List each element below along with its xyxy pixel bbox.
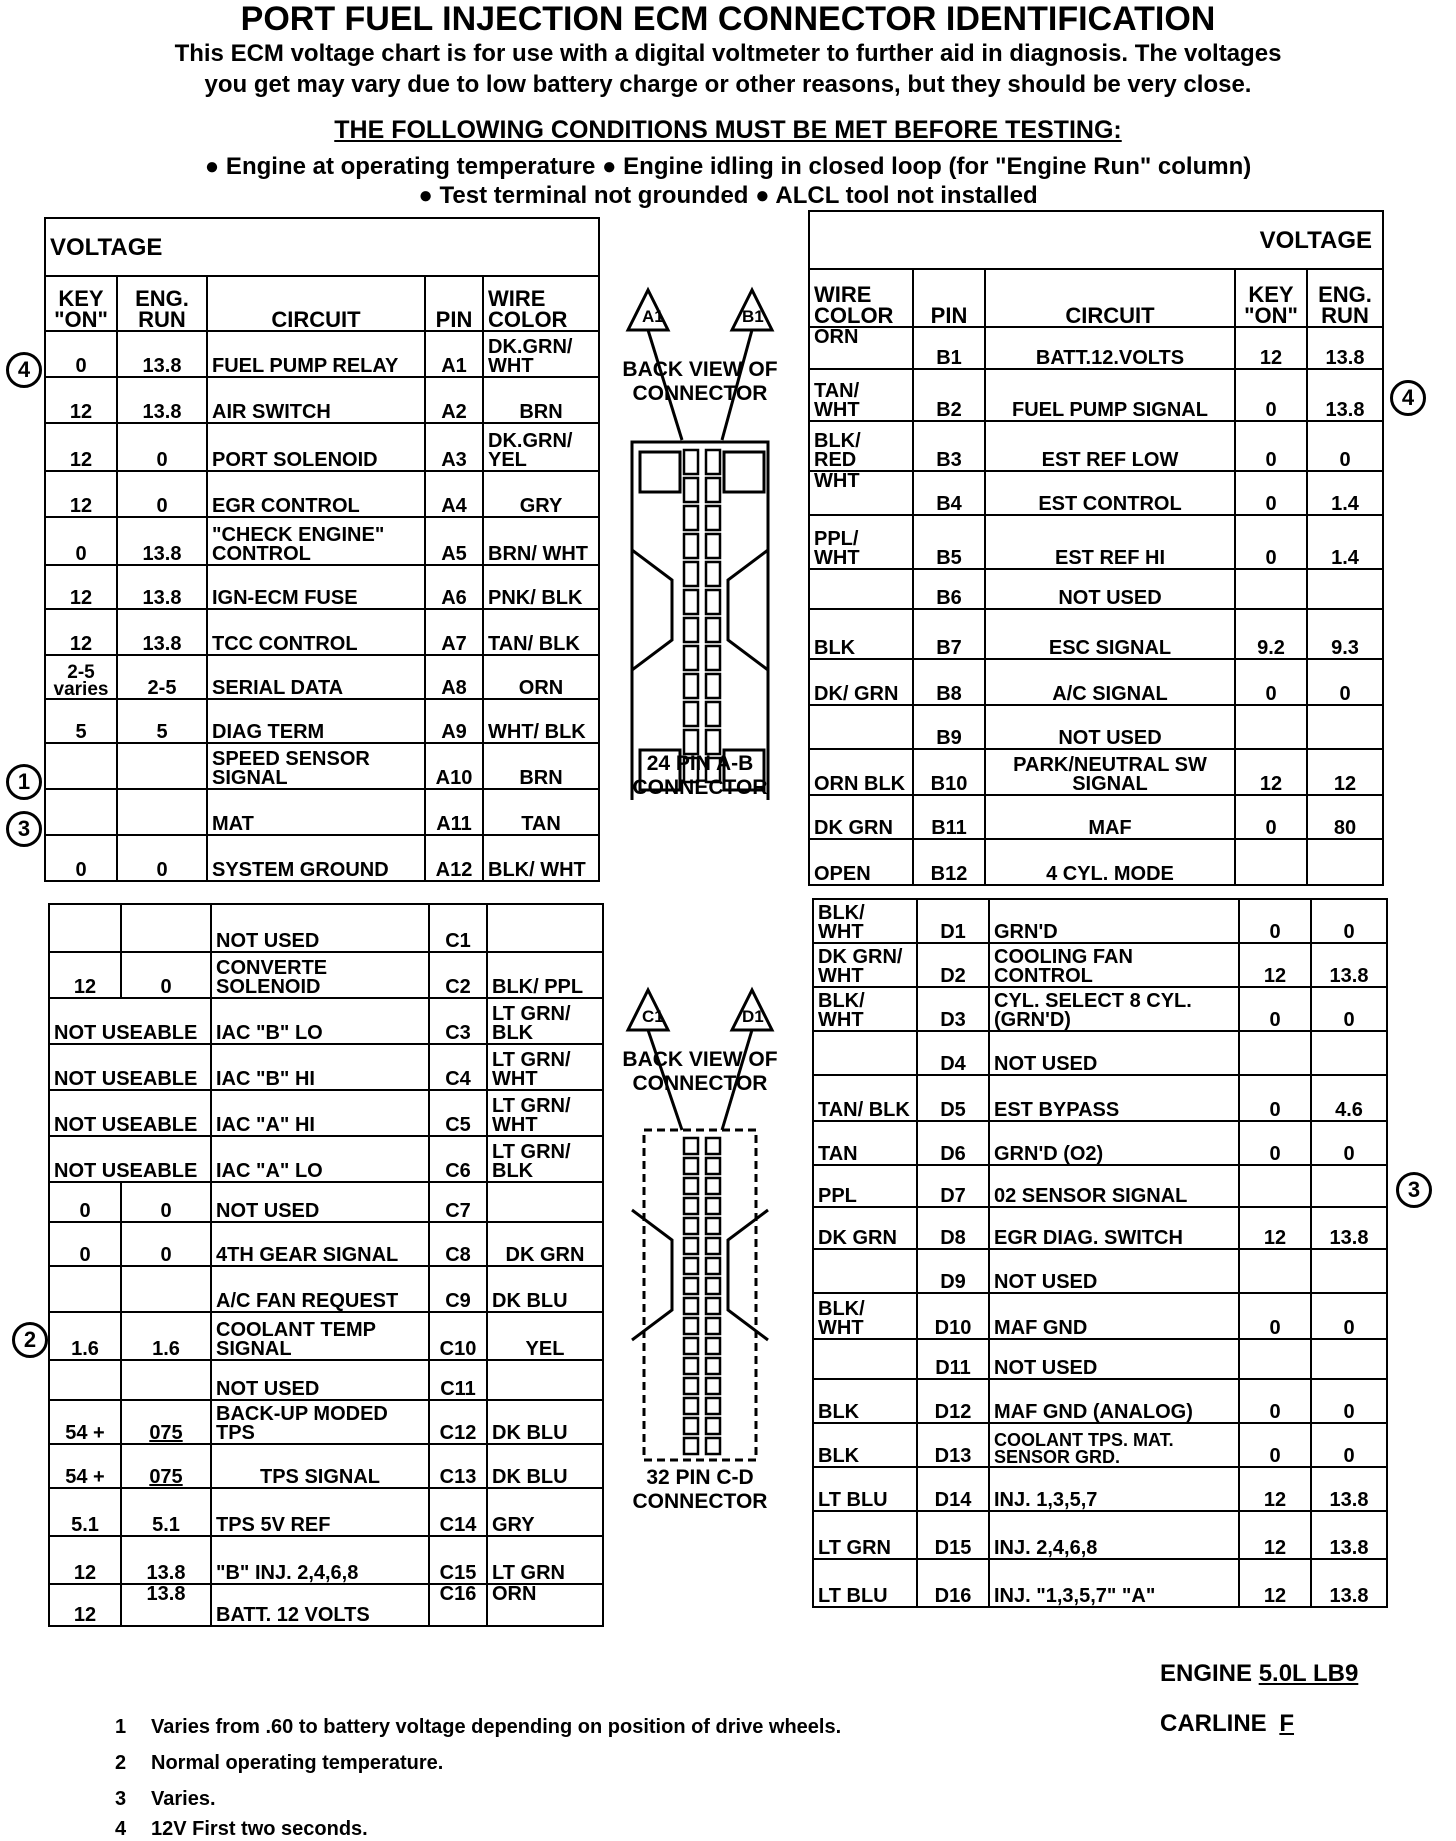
table-row: BLK/ RED B3 EST REF LOW 0 0	[809, 421, 1383, 471]
connector-ab-caption: 24 PIN A-B CONNECTOR	[632, 752, 768, 799]
connector-pin-cavity	[706, 1298, 720, 1314]
table-row: 54 + 075 BACK-UP MODED TPS C12 DK BLU	[49, 1400, 603, 1444]
table-row: 12 0 PORT SOLENOID A3 DK.GRN/ YEL	[45, 423, 599, 471]
connector-ab-backview-label: BACK VIEW OF CONNECTOR	[622, 358, 778, 405]
table-row: LT GRN D15 INJ. 2,4,6,8 12 13.8	[813, 1511, 1387, 1559]
connector-pin-cavity	[706, 534, 720, 558]
table-row: A/C FAN REQUEST C9 DK BLU	[49, 1266, 603, 1312]
table-row: B9 NOT USED	[809, 705, 1383, 749]
note-marker-2-c10: 2	[12, 1322, 48, 1358]
table-row: B6 NOT USED	[809, 569, 1383, 609]
connector-pin-cavity	[706, 1218, 720, 1234]
connector-pin-cavity	[684, 1138, 698, 1154]
table-row: D11 NOT USED	[813, 1339, 1387, 1379]
pin-b1-label: B1	[742, 307, 764, 326]
connector-pin-cavity	[684, 618, 698, 642]
table-row: LT BLU D14 INJ. 1,3,5,7 12 13.8	[813, 1467, 1387, 1511]
note-marker-4-b2: 4	[1390, 380, 1426, 416]
connector-pin-cavity	[706, 1178, 720, 1194]
connector-pin-cavity	[684, 674, 698, 698]
connector-pin-cavity	[706, 562, 720, 586]
table-row: NOT USED C1	[49, 904, 603, 952]
table-d-pins	[812, 898, 1388, 1608]
table-row: 5.1 5.1 TPS 5V REF C14 GRY	[49, 1488, 603, 1536]
connector-pin-cavity	[684, 1398, 698, 1414]
carline-value: F	[1279, 1710, 1295, 1737]
table-a-body	[45, 331, 599, 881]
carline-info	[1160, 1710, 1300, 1738]
connector-pin-cavity	[706, 730, 720, 754]
table-row: D4 NOT USED	[813, 1031, 1387, 1075]
voltage-heading: VOLTAGE	[809, 211, 1383, 269]
table-row: 12 13.8 BATT. 12 VOLTS C16 ORN	[49, 1584, 603, 1626]
table-row: 12 13.8 AIR SWITCH A2 BRN	[45, 377, 599, 423]
table-row: NOT USED C11	[49, 1360, 603, 1400]
connector-pin-cavity	[684, 1318, 698, 1334]
col-key-on: KEY "ON"	[45, 276, 117, 331]
connector-pin-cavity	[706, 1318, 720, 1334]
connector-pin-cavity	[706, 1378, 720, 1394]
table-row: ORN BLK B10 PARK/NEUTRAL SW SIGNAL 12 12	[809, 749, 1383, 795]
table-row: WHT B4 EST CONTROL 0 1.4	[809, 471, 1383, 515]
connector-pin-cavity	[706, 1418, 720, 1434]
table-row: NOT USEABLE IAC "A" HI C5 LT GRN/ WHT	[49, 1090, 603, 1136]
engine-info	[1160, 1660, 1358, 1688]
pin-c1-label: C1	[642, 1007, 664, 1026]
table-row: OPEN B12 4 CYL. MODE	[809, 839, 1383, 885]
table-row: MAT A11 TAN	[45, 789, 599, 835]
table-row: 0 13.8 FUEL PUMP RELAY A1 DK.GRN/ WHT	[45, 331, 599, 377]
pin-d1-label: D1	[742, 1007, 764, 1026]
col-pin: PIN	[913, 269, 985, 327]
connector-pin-cavity	[684, 1338, 698, 1354]
table-d-body	[813, 899, 1387, 1607]
table-row: DK GRN/ WHT D2 COOLING FAN CONTROL 12 13.8	[813, 943, 1387, 987]
connector-pin-cavity	[684, 1218, 698, 1234]
connector-pin-cavity	[684, 1158, 698, 1174]
connector-pin-cavity	[706, 1358, 720, 1374]
connector-pin-cavity	[684, 1358, 698, 1374]
col-eng-run: ENG. RUN	[117, 276, 207, 331]
conditions-line-2: ● Test terminal not grounded ● ALCL tool not installed	[418, 182, 1038, 209]
connector-pin-cavity	[684, 1178, 698, 1194]
table-row: 54 + 075 TPS SIGNAL C13 DK BLU	[49, 1444, 603, 1488]
table-row: PPL D7 02 SENSOR SIGNAL	[813, 1165, 1387, 1207]
table-row: 12 0 CONVERTE SOLENOID C2 BLK/ PPL	[49, 952, 603, 998]
connector-pin-cavity	[706, 1238, 720, 1254]
connector-pin-cavity	[684, 478, 698, 502]
table-row: NOT USEABLE IAC "B" HI C4 LT GRN/ WHT	[49, 1044, 603, 1090]
table-row: BLK/ WHT D1 GRN'D 0 0	[813, 899, 1387, 943]
page-title: PORT FUEL INJECTION ECM CONNECTOR IDENTIFICATION	[240, 0, 1216, 38]
table-row: SPEED SENSOR SIGNAL A10 BRN	[45, 743, 599, 789]
table-row: DK/ GRN B8 A/C SIGNAL 0 0	[809, 659, 1383, 705]
engine-value: 5.0L LB9	[1258, 1660, 1359, 1687]
connector-pin-cavity	[684, 730, 698, 754]
connector-pin-cavity	[684, 534, 698, 558]
connector-cd-backview-label: BACK VIEW OF CONNECTOR	[622, 1048, 778, 1095]
footnote: 2 Normal operating temperature.	[115, 1752, 444, 1774]
col-circuit: CIRCUIT	[985, 269, 1235, 327]
table-row: 12 13.8 "B" INJ. 2,4,6,8 C15 LT GRN	[49, 1536, 603, 1584]
connector-pin-cavity	[684, 1198, 698, 1214]
connector-pin-cavity	[706, 702, 720, 726]
table-row: 0 13.8 "CHECK ENGINE" CONTROL A5 BRN/ WHT	[45, 517, 599, 565]
connector-pin-cavity	[684, 1438, 698, 1454]
connector-pin-cavity	[706, 1438, 720, 1454]
table-row: 12 0 EGR CONTROL A4 GRY	[45, 471, 599, 517]
col-wire-color: WIRE COLOR	[483, 276, 599, 331]
table-c-pins	[48, 903, 604, 1627]
engine-label: ENGINE	[1160, 1660, 1253, 1687]
table-row: TAN/ WHT B2 FUEL PUMP SIGNAL 0 13.8	[809, 369, 1383, 421]
table-b-pins	[808, 210, 1384, 886]
connector-pin-cavity	[684, 450, 698, 474]
table-row: BLK B7 ESC SIGNAL 9.2 9.3	[809, 609, 1383, 659]
footnote: 4 12V First two seconds.	[115, 1818, 368, 1840]
note-marker-4-a1: 4	[6, 352, 42, 388]
note-marker-3-d7: 3	[1396, 1172, 1432, 1208]
table-row: BLK D13 COOLANT TPS. MAT. SENSOR GRD. 0 0	[813, 1423, 1387, 1467]
table-row: BLK/ WHT D3 CYL. SELECT 8 CYL. (GRN'D) 0 0	[813, 987, 1387, 1031]
conditions-heading: THE FOLLOWING CONDITIONS MUST BE MET BEFORE TESTING:	[334, 116, 1122, 144]
table-row: 5 5 DIAG TERM A9 WHT/ BLK	[45, 699, 599, 743]
connector-pin-cavity	[684, 1258, 698, 1274]
table-row: TAN D6 GRN'D (O2) 0 0	[813, 1121, 1387, 1165]
intro-text-line-1: This ECM voltage chart is for use with a digital voltmeter to further aid in diagnosis. The voltages	[174, 40, 1282, 67]
footnote: 3 Varies.	[115, 1788, 216, 1810]
voltage-heading: VOLTAGE	[45, 218, 599, 276]
connector-pin-cavity	[684, 506, 698, 530]
connector-pin-cavity	[706, 1258, 720, 1274]
intro-text-line-2: you get may vary due to low battery charge or other reasons, but they should be very close.	[204, 71, 1252, 98]
table-row: PPL/ WHT B5 EST REF HI 0 1.4	[809, 515, 1383, 569]
connector-pin-cavity	[684, 1418, 698, 1434]
table-row: BLK D12 MAF GND (ANALOG) 0 0	[813, 1379, 1387, 1423]
connector-pin-cavity	[684, 646, 698, 670]
col-eng-run: ENG. RUN	[1307, 269, 1383, 327]
connector-pin-cavity	[684, 1278, 698, 1294]
connector-pin-cavity	[706, 450, 720, 474]
table-row: BLK/ WHT D10 MAF GND 0 0	[813, 1293, 1387, 1339]
col-key-on: KEY "ON"	[1235, 269, 1307, 327]
col-circuit: CIRCUIT	[207, 276, 425, 331]
connector-pin-cavity	[684, 590, 698, 614]
connector-pin-cavity	[706, 590, 720, 614]
connector-cd-caption: 32 PIN C-D CONNECTOR	[632, 1466, 768, 1513]
table-row: ORN B1 BATT.12.VOLTS 12 13.8	[809, 327, 1383, 369]
table-row: 12 13.8 IGN-ECM FUSE A6 PNK/ BLK	[45, 565, 599, 609]
table-row: 2-5 varies 2-5 SERIAL DATA A8 ORN	[45, 655, 599, 699]
connector-pin-cavity	[706, 646, 720, 670]
col-pin: PIN	[425, 276, 483, 331]
table-row: 1.6 1.6 COOLANT TEMP SIGNAL C10 YEL	[49, 1312, 603, 1360]
table-row: NOT USEABLE IAC "A" LO C6 LT GRN/ BLK	[49, 1136, 603, 1182]
table-row: LT BLU D16 INJ. "1,3,5,7" "A" 12 13.8	[813, 1559, 1387, 1607]
table-row: D9 NOT USED	[813, 1249, 1387, 1293]
connector-pin-cavity	[684, 702, 698, 726]
connector-pin-cavity	[684, 562, 698, 586]
table-a-pins	[44, 217, 600, 882]
table-row: DK GRN B11 MAF 0 80	[809, 795, 1383, 839]
table-row: 0 0 SYSTEM GROUND A12 BLK/ WHT	[45, 835, 599, 881]
table-row: 0 0 NOT USED C7	[49, 1182, 603, 1222]
connector-pin-cavity	[706, 618, 720, 642]
connector-pin-cavity	[706, 1278, 720, 1294]
connector-pin-cavity	[684, 1378, 698, 1394]
connector-pin-cavity	[706, 1338, 720, 1354]
col-wire-color: WIRE COLOR	[809, 269, 913, 327]
table-b-body	[809, 327, 1383, 885]
note-marker-3-a11: 3	[6, 811, 42, 847]
table-c-body	[49, 904, 603, 1626]
connector-pin-cavity	[706, 674, 720, 698]
connector-pin-cavity	[684, 1238, 698, 1254]
table-row: TAN/ BLK D5 EST BYPASS 0 4.6	[813, 1075, 1387, 1121]
conditions-line-1: ● Engine at operating temperature ● Engine idling in closed loop (for "Engine Run" column)	[204, 153, 1252, 180]
footnote: 1 Varies from .60 to battery voltage depending on position of drive wheels.	[115, 1716, 842, 1738]
table-row: NOT USEABLE IAC "B" LO C3 LT GRN/ BLK	[49, 998, 603, 1044]
carline-label: CARLINE	[1160, 1710, 1267, 1737]
pin-a1-label: A1	[642, 307, 664, 326]
connector-pin-cavity	[706, 1158, 720, 1174]
table-row: 12 13.8 TCC CONTROL A7 TAN/ BLK	[45, 609, 599, 655]
connector-pin-cavity	[706, 478, 720, 502]
connector-pin-cavity	[684, 1298, 698, 1314]
table-row: DK GRN D8 EGR DIAG. SWITCH 12 13.8	[813, 1207, 1387, 1249]
note-marker-1-a10: 1	[6, 764, 42, 800]
connector-pin-cavity	[706, 1198, 720, 1214]
connector-pin-cavity	[706, 1138, 720, 1154]
table-row: 0 0 4TH GEAR SIGNAL C8 DK GRN	[49, 1222, 603, 1266]
connector-pin-cavity	[706, 506, 720, 530]
connector-pin-cavity	[706, 1398, 720, 1414]
